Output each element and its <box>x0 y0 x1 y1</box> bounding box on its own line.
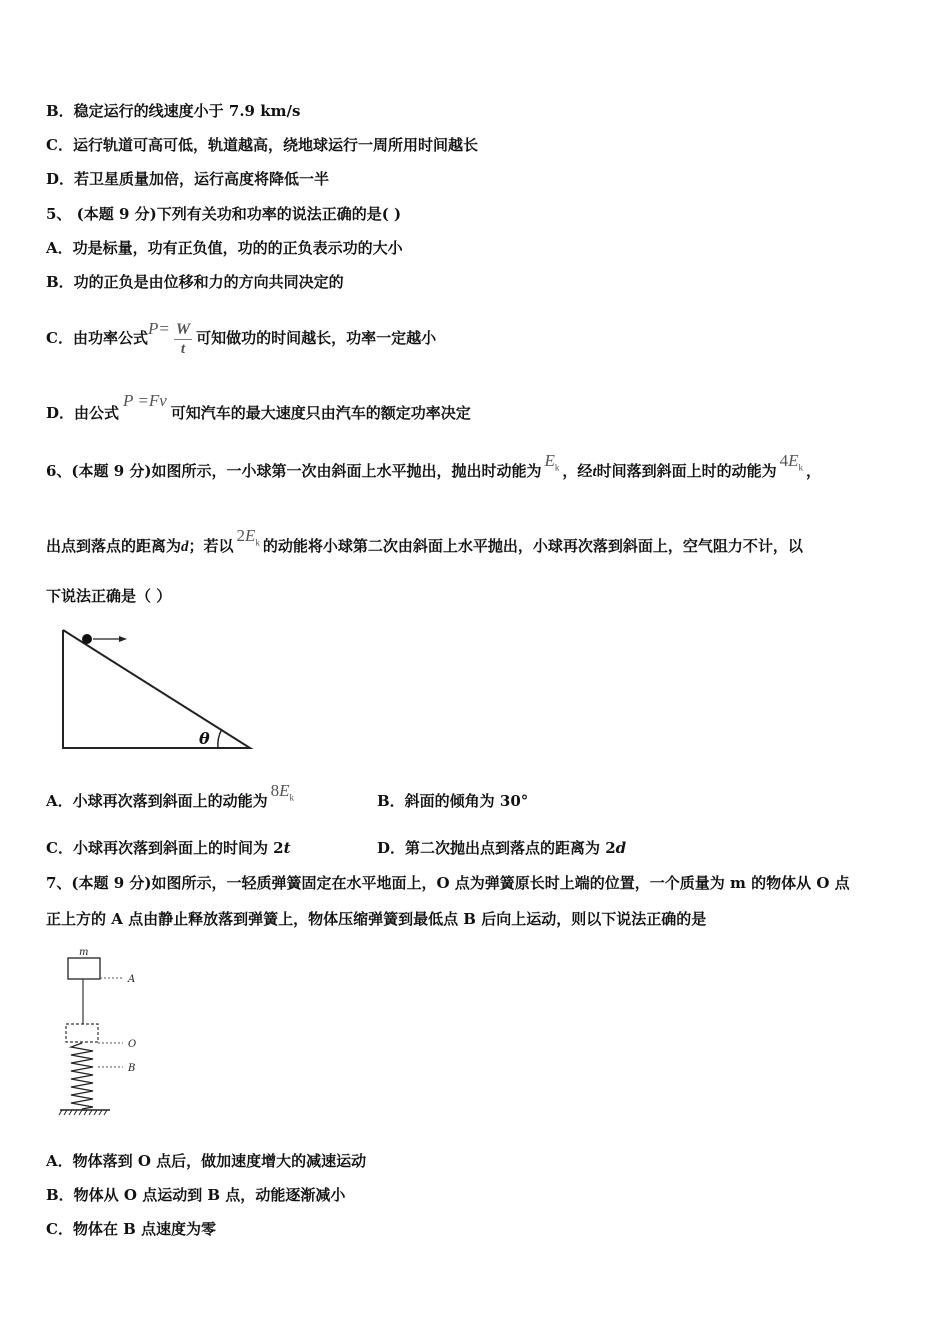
mass-block-top <box>68 958 100 979</box>
question-7-stem-line1: 7、(本题 9 分)如图所示，一轻质弹簧固定在水平地面上，O 点为弹簧原长时上端的位置，一个质量为 m 的物体从 O 点 <box>46 874 850 892</box>
point-o-label: O <box>128 1039 137 1050</box>
var-d: d <box>181 539 189 555</box>
q5c-suffix: 可知做功的时间越长，功率一定越小 <box>196 329 437 347</box>
point-a-label: A <box>128 974 136 985</box>
ek-symbol: $E_k$ <box>544 451 560 473</box>
four-ek-symbol: $4E_k$ <box>779 451 804 473</box>
q5-option-c <box>46 318 436 358</box>
option-b-line: B．稳定运行的线速度小于 7.9 km/s <box>46 102 301 120</box>
q6-text-b: ，经 <box>562 462 593 480</box>
numerator-w: W <box>175 320 191 338</box>
q6-option-d <box>377 838 626 858</box>
q6a-prefix: A．小球再次落到斜面上的动能为 <box>46 792 268 810</box>
q7-option-b: B．物体从 O 点运动到 B 点，动能逐渐减小 <box>46 1186 346 1204</box>
q7-option-a: A．物体落到 O 点后，做加速度增大的减速运动 <box>46 1152 367 1170</box>
q6d-prefix: D．第二次抛出点到落点的距离为 2 <box>377 839 616 857</box>
point-b-label: B <box>128 1063 136 1074</box>
formula-p-fv: P =Fv <box>123 391 167 410</box>
angle-arc <box>218 729 222 748</box>
q6-text-d: ， <box>806 462 822 480</box>
spring-figure <box>55 945 155 1120</box>
q5-option-b: B．功的正负是由位移和力的方向共同决定的 <box>46 273 344 291</box>
option-c-line: C．运行轨道可高可低，轨道越高，绕地球运行一周所用时间越长 <box>46 136 478 154</box>
mass-block-bottom <box>66 1024 98 1042</box>
power-formula-p: P <box>147 319 159 338</box>
two-ek-symbol: $2E_k$ <box>236 526 260 548</box>
q6d-var-d: d <box>615 839 627 857</box>
ball <box>82 634 92 644</box>
equals-sign: = <box>158 319 170 338</box>
q5d-prefix: D．由公式 <box>46 404 120 422</box>
question-6-stem-line1 <box>46 451 822 487</box>
q7-option-c: C．物体在 B 点速度为零 <box>46 1220 217 1238</box>
question-6-stem-line3: 下说法正确是（ ） <box>46 587 172 605</box>
q5-option-a: A．功是标量，功有正负值，功的的正负表示功的大小 <box>46 239 403 257</box>
q5-option-d <box>46 391 471 423</box>
q6-text-g: 的动能将小球第二次由斜面上水平抛出，小球再次落到斜面上，空气阻力不计，以 <box>262 537 803 555</box>
question-6-stem-line2 <box>46 526 803 562</box>
q6-text-f: ；若以 <box>188 537 234 555</box>
incline-figure <box>55 625 260 755</box>
eight-ek-symbol: $8E_k$ <box>270 781 295 803</box>
q6-option-b: B．斜面的倾角为 30° <box>377 792 529 810</box>
spring-coil <box>71 1043 93 1109</box>
w-over-t-fraction <box>174 321 192 358</box>
q6-text-a: 6、(本题 9 分)如图所示，一小球第一次由斜面上水平抛出，抛出时动能为 <box>46 462 542 480</box>
q6-option-c <box>46 838 291 858</box>
q6c-var-t: t <box>283 839 291 857</box>
var-t: t <box>592 464 597 480</box>
angle-label: θ <box>199 729 210 748</box>
q5d-suffix: 可知汽车的最大速度只由汽车的额定功率决定 <box>170 404 471 422</box>
q6c-prefix: C．小球再次落到斜面上的时间为 2 <box>46 839 284 857</box>
question-7-stem-line2: 正上方的 A 点由静止释放落到弹簧上，物体压缩弹簧到最低点 B 后向上运动，则以下说法正确的是 <box>46 910 707 928</box>
denominator-t: t <box>180 340 186 357</box>
option-d-line: D．若卫星质量加倍，运行高度将降低一半 <box>46 170 330 188</box>
question-5-stem: 5、 (本题 9 分)下列有关功和功率的说法正确的是( ) <box>46 205 402 223</box>
q5c-prefix: C．由功率公式 <box>46 329 148 347</box>
q6-option-a <box>46 781 297 817</box>
q6-text-c: 时间落到斜面上时的动能为 <box>596 462 777 480</box>
mass-label: m <box>79 947 89 958</box>
q6-text-e: 出点到落点的距离为 <box>46 537 182 555</box>
velocity-arrowhead <box>119 636 127 642</box>
